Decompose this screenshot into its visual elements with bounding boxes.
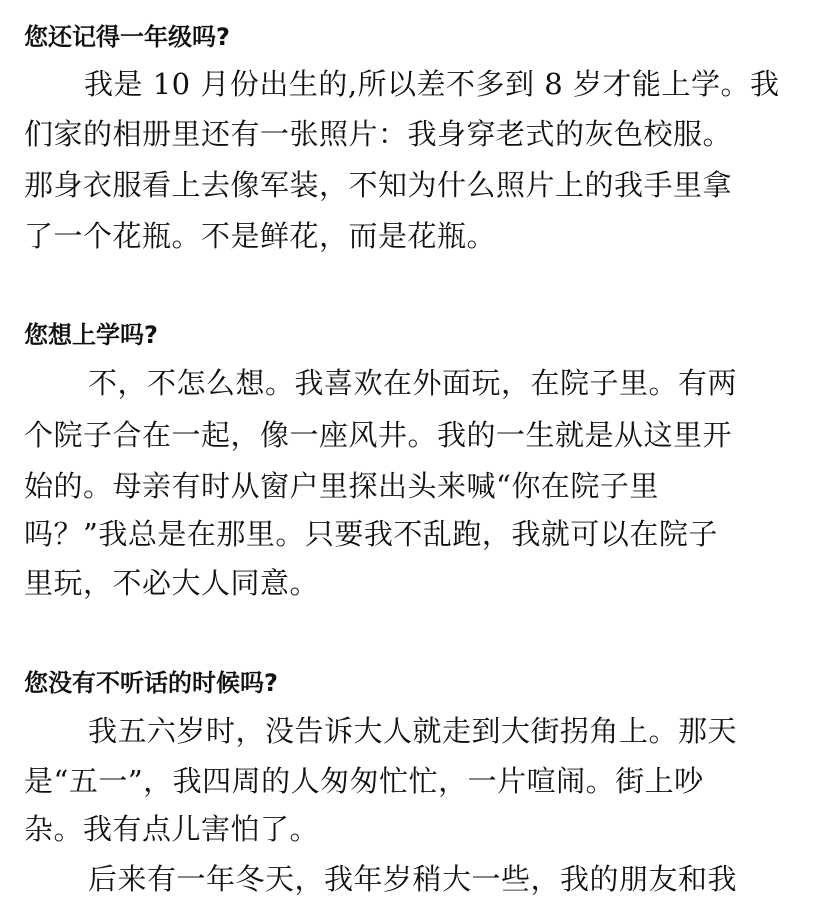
section-2-line-4: 吗？”我总是在那里。只要我不乱跑，我就可以在院子: [24, 517, 718, 551]
section-3-line-1: 我五六岁时，没告诉大人就走到大街拐角上。那天: [88, 714, 738, 748]
section-2-line-5: 里玩，不必大人同意。: [24, 566, 320, 600]
section-1-question: 您还记得一年级吗?: [24, 23, 230, 51]
section-2-line-2: 个院子合在一起，像一座风井。我的一生就是从这里开: [24, 418, 733, 452]
section-3-question: 您没有不听话的时候吗?: [24, 669, 278, 697]
section-2-line-3: 始的。母亲有时从窗户里探出头来喊“你在院子里: [24, 469, 659, 503]
section-1-line-4: 了一个花瓶。不是鲜花，而是花瓶。: [24, 219, 497, 253]
section-3-line-2: 是“五一”，我四周的人匆匆忙忙，一片喧闹。街上吵: [24, 764, 704, 798]
section-1-line-1: 我是 10 月份出生的,所以差不多到 8 岁才能上学。我: [84, 67, 780, 101]
section-2-line-1: 不，不怎么想。我喜欢在外面玩，在院子里。有两: [88, 366, 738, 400]
section-1-line-2: 们家的相册里还有一张照片：我身穿老式的灰色校服。: [24, 117, 733, 151]
section-3-line-4: 后来有一年冬天，我年岁稍大一些，我的朋友和我: [88, 862, 738, 896]
section-2-question: 您想上学吗?: [24, 321, 158, 349]
section-1-line-3: 那身衣服看上去像军装，不知为什么照片上的我手里拿: [24, 168, 733, 202]
section-3-line-3: 杂。我有点儿害怕了。: [24, 812, 320, 846]
